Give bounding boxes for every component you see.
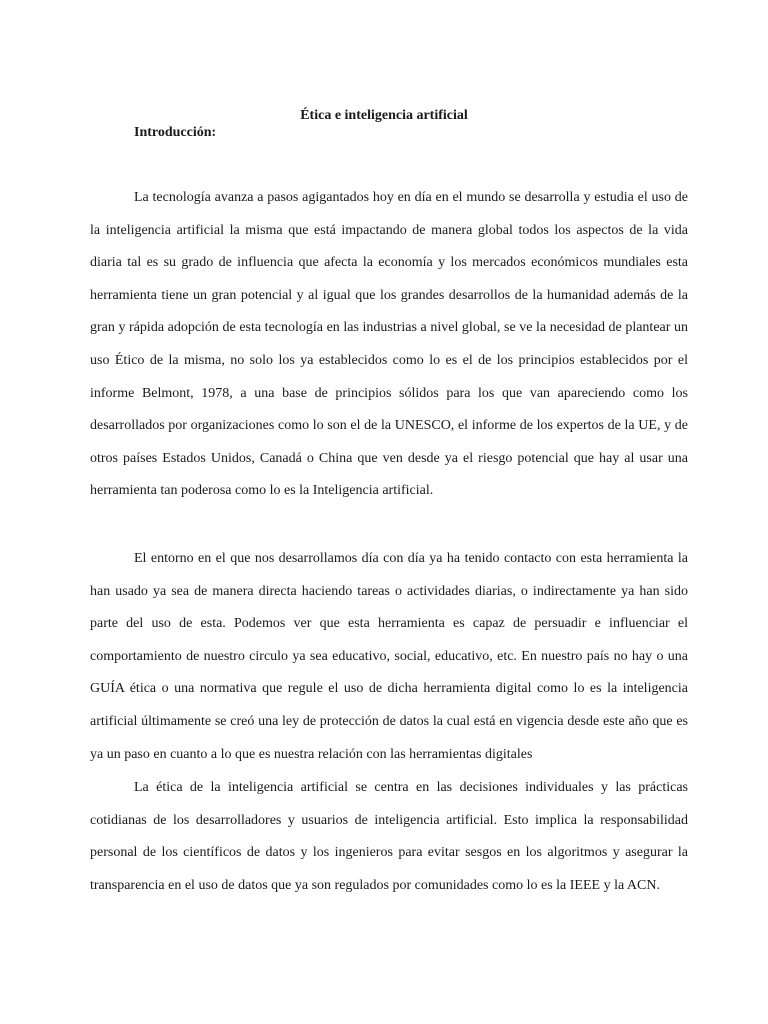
- paragraph-2: El entorno en el que nos desarrollamos día con día ya ha tenido contacto con esta herramienta la han usado ya sea de manera directa haciendo tareas o actividades diarias, o indirectamente ya han sido parte del uso de esta. Podemos ver que esta herramienta es capaz de persuadir e influenciar el comportamiento de nuestro circulo ya sea educativo, social, educativo, etc. En nuestro país no hay o una GUÍA ética o una normativa que regule el uso de dicha herramienta digital como lo es la inteligencia artificial últimamente se creó una ley de protección de datos la cual está en vigencia desde este año que es ya un paso en cuanto a lo que es nuestra relación con las herramientas digitales: [90, 551, 688, 762]
- document-title: Ética e inteligencia artificial: [300, 108, 468, 123]
- paragraph-3: La ética de la inteligencia artificial se centra en las decisiones individuales y las prácticas cotidianas de los desarrolladores y usuarios de inteligencia artificial. Esto implica la responsabilidad personal de los científicos de datos y los ingenieros para evitar sesgos en los algoritmos y asegurar la transparencia en el uso de datos que ya son regulados por comunidades como lo es la IEEE y la ACN.: [90, 780, 688, 893]
- section-heading: Introducción:: [134, 125, 217, 140]
- paragraph-1: La tecnología avanza a pasos agigantados hoy en día en el mundo se desarrolla y estudia el uso de la inteligencia artificial la misma que está impactando de manera global todos los aspectos de la vida diaria tal es su grado de influencia que afecta la economía y los mercados económicos mundiales esta herramienta tiene un gran potencial y al igual que los grandes desarrollos de la humanidad además de la gran y rápida adopción de esta tecnología en las industrias a nivel global, se ve la necesidad de plantear un uso Ético de la misma, no solo los ya establecidos como lo es el de los principios establecidos por el informe Belmont, 1978, a una base de principios sólidos para los que van apareciendo como los desarrollados por organizaciones como lo son el de la UNESCO, el informe de los expertos de la UE, y de otros países Estados Unidos, Canadá o China que ven desde ya el riesgo potencial que hay al usar una herramienta tan poderosa como lo es la Inteligencia artificial.: [90, 190, 688, 499]
